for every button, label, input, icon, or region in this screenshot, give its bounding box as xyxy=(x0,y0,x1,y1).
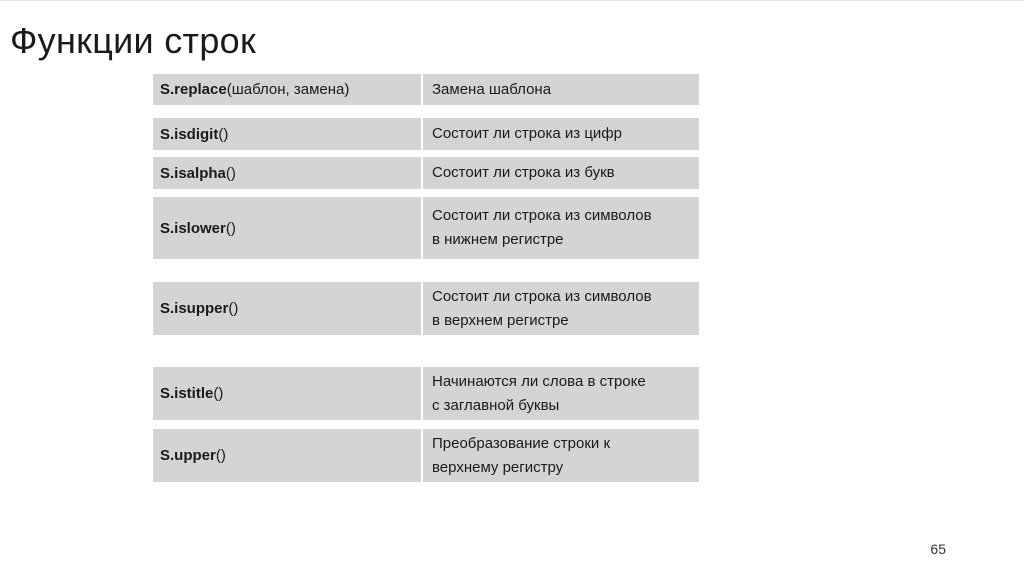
function-args: () xyxy=(225,219,236,237)
slide-title: Функции строк xyxy=(10,20,257,61)
description-text: Начинаются ли слова в строке с заглавной буквы xyxy=(432,372,646,414)
table-row-islower xyxy=(153,197,699,259)
function-args: () xyxy=(228,300,239,317)
table-row-isdigit xyxy=(153,118,699,150)
function-args: (шаблон, замена) xyxy=(226,81,350,98)
function-cell xyxy=(153,74,423,105)
description-cell xyxy=(423,157,699,189)
function-cell xyxy=(153,118,423,150)
function-cell xyxy=(153,367,423,420)
function-args: () xyxy=(218,125,229,143)
function-cell xyxy=(153,197,423,259)
function-name: S.isalpha xyxy=(160,164,226,182)
function-name: S.islower xyxy=(160,219,226,237)
table-row-replace xyxy=(153,74,699,105)
function-name: S.replace xyxy=(160,81,227,98)
function-cell xyxy=(153,429,423,482)
description-text: Замена шаблона xyxy=(432,80,552,98)
function-args: () xyxy=(213,385,224,402)
table-row-isupper xyxy=(153,282,699,335)
description-cell xyxy=(423,367,699,420)
function-cell xyxy=(153,157,423,189)
description-text: Состоит ли строка из символов в нижнем регистре xyxy=(432,207,652,248)
description-cell xyxy=(423,429,699,482)
description-cell xyxy=(423,118,699,150)
function-name: S.isupper xyxy=(160,300,229,317)
description-text: Состоит ли строка из символов в верхнем регистре xyxy=(432,287,652,329)
table-row-isalpha xyxy=(153,157,699,189)
function-name: S.istitle xyxy=(160,385,214,402)
page-number: 65 xyxy=(930,541,946,557)
table-row-upper xyxy=(153,429,699,482)
function-name: S.upper xyxy=(160,447,216,464)
table-row-istitle xyxy=(153,367,699,420)
description-text: Состоит ли строка из букв xyxy=(432,164,615,181)
description-text: Преобразование строки к верхнему регистру xyxy=(432,434,611,476)
description-cell xyxy=(423,282,699,335)
description-text: Состоит ли строка из цифр xyxy=(432,125,622,142)
function-args: () xyxy=(225,164,236,182)
function-name: S.isdigit xyxy=(160,125,219,143)
description-cell xyxy=(423,74,699,105)
slide-top-border xyxy=(0,0,1024,5)
function-cell xyxy=(153,282,423,335)
description-cell xyxy=(423,197,699,259)
function-args: () xyxy=(215,447,226,464)
